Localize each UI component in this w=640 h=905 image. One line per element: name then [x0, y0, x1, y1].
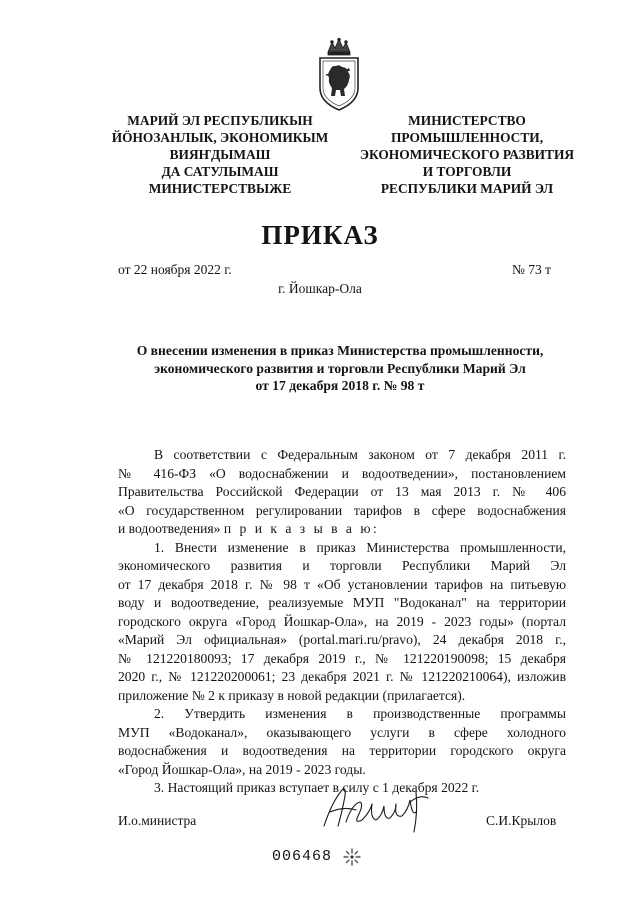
item1-line: № 121220180093; 17 декабря 2019 г., № 121220190098; 15 декабря: [118, 650, 566, 666]
item1-line: 1. Внести изменение в приказ Министерства промышленности,: [154, 539, 566, 555]
item1-line: экономического развития и торговли Республики Марий Эл: [118, 558, 566, 573]
body-line-text: и водоотведения»: [118, 521, 221, 536]
header-left-line: МИНИСТЕРСТВЫЖЕ: [148, 181, 292, 196]
signer-name: С.И.Крылов: [486, 813, 557, 828]
serial-number: 006468: [272, 848, 333, 865]
body-line: В соответствии с Федеральным законом от 7 декабря 2011 г.: [154, 447, 566, 462]
item1-line: «Марий Эл официальная» (portal.mari.ru/pravo), 24 декабря 2018 г.,: [118, 632, 566, 647]
item1-line: от 17 декабря 2018 г. № 98 т «Об установлении тарифов на питьевую: [118, 576, 566, 592]
signer-position: И.о.министра: [118, 813, 197, 828]
order-word: п р и к а з ы в а ю:: [223, 521, 380, 536]
body-line: № 416-ФЗ «О водоснабжении и водоотведении», постановлением: [118, 465, 566, 481]
item2-line: «Город Йошкар-Ола», на 2019 - 2023 годы.: [118, 761, 366, 777]
coat-of-arms-emblem: [314, 38, 364, 112]
sun-icon: [342, 847, 362, 867]
header-right-line: РЕСПУБЛИКИ МАРИЙ ЭЛ: [380, 181, 554, 196]
subject-line: О внесении изменения в приказ Министерства промышленности,: [136, 343, 544, 358]
header-left-line: ДА САТУЛЫМАШ: [161, 164, 279, 179]
document-date: от 22 ноября 2022 г.: [118, 262, 232, 277]
item1-line: приложение № 2 к приказу в новой редакции (прилагается).: [118, 687, 466, 703]
item2-line: водоснабжения и водоотведения на территории городского округа: [118, 743, 566, 758]
header-right-line: И ТОРГОВЛИ: [422, 164, 512, 179]
body-line: Правительства Российской Федерации от 13 мая 2013 г. № 406: [118, 484, 566, 499]
item1-line: воду и водоотведение, реализуемые МУП "Водоканал" на территории: [118, 595, 566, 610]
item3-line: 3. Настоящий приказ вступает в силу с 1 декабря 2022 г.: [154, 780, 480, 795]
header-right-line: ЭКОНОМИЧЕСКОГО РАЗВИТИЯ: [359, 147, 575, 162]
document-subject: [100, 342, 580, 395]
document-city: г. Йошкар-Ола: [278, 281, 362, 296]
header-right-line: МИНИСТЕРСТВО: [408, 113, 526, 128]
body-line-order: [118, 520, 566, 539]
header-left-line: ЙӦНОЗАНЛЫК, ЭКОНОМИКЫМ: [111, 130, 329, 145]
subject-line: от 17 декабря 2018 г. № 98 т: [255, 378, 425, 393]
header-left-block: [100, 112, 340, 197]
header-left-line: МАРИЙ ЭЛ РЕСПУБЛИКЫН: [127, 113, 313, 128]
item1-line: городского округа «Город Йошкар-Ола», на 2019 - 2023 годы» (портал: [118, 613, 566, 629]
body-line: «О государственном регулировании тарифов в сфере водоснабжения: [118, 502, 566, 518]
item2-line: 2. Утвердить изменения в производственные программы: [154, 706, 566, 721]
header-right-line: ПРОМЫШЛЕННОСТИ,: [390, 130, 544, 145]
document-number: № 73 т: [512, 262, 552, 277]
item2-line: МУП «Водоканал», оказывающего услуги в сфере холодного: [118, 724, 566, 740]
document-title: ПРИКАЗ: [261, 220, 379, 250]
header-right-block: [348, 112, 586, 197]
subject-line: экономического развития и торговли Республики Марий Эл: [154, 360, 526, 376]
item1-line: 2020 г., № 121220200061; 23 декабря 2021 г. № 121220210064), изложив: [118, 669, 566, 684]
document-body: [118, 446, 566, 798]
handwritten-signature: [318, 782, 434, 840]
header-left-line: ВИЯҤДЫМАШ: [169, 147, 271, 162]
